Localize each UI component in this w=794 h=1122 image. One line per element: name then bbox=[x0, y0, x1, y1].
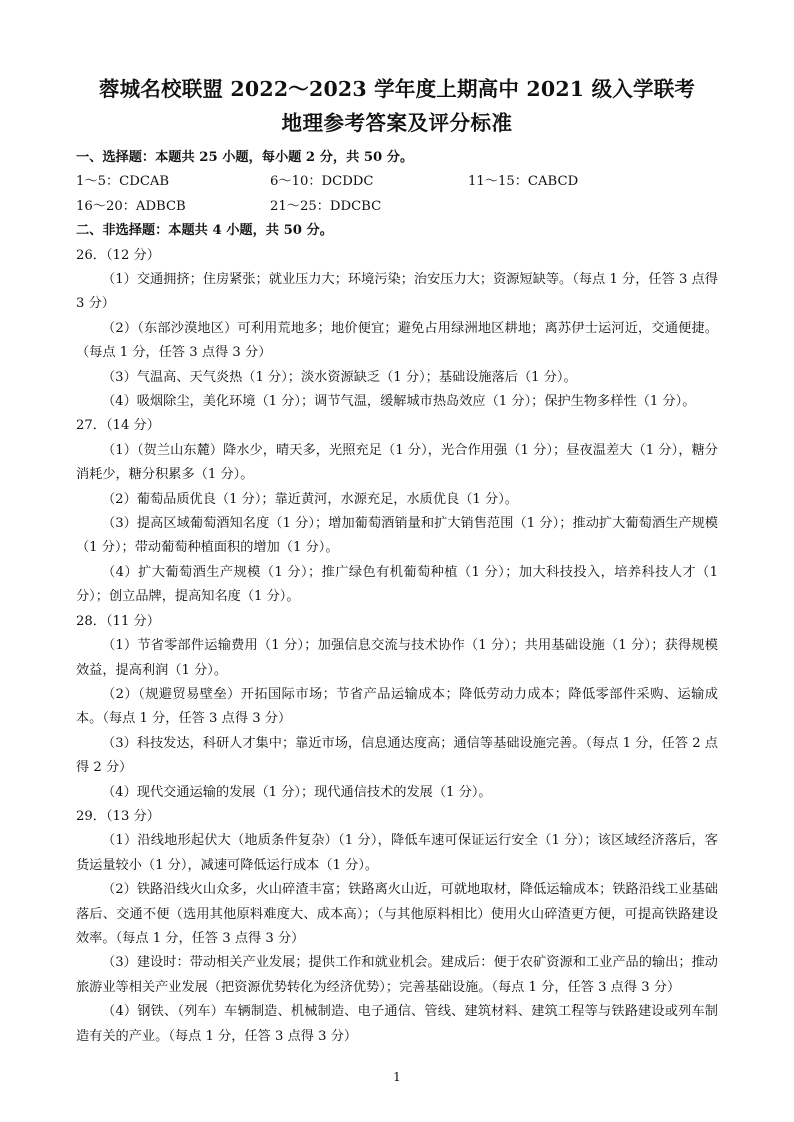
question-27 bbox=[76, 414, 718, 609]
answer-item: （1）交通拥挤；住房紧张；就业压力大；环境污染；治安压力大；资源短缺等。（每点 1 分，任答 3 点得 3 分） bbox=[76, 272, 718, 312]
answer-item: （2）（东部沙漠地区）可利用荒地多；地价便宜；避免占用绿洲地区耕地；离苏伊士运河近，交通便捷。（每点 1 分，任答 3 点得 3 分） bbox=[76, 320, 718, 361]
answer-item: （4）钢铁、（列车）车辆制造、机械制造、电子通信、管线、建筑材料、建筑工程等与铁路建设或列车制造有关的产业。（每点 1 分，任答 3 点得 3 分） bbox=[76, 1004, 718, 1044]
answer-item: （2）（规避贸易壁垒）开拓国际市场；节省产品运输成本；降低劳动力成本；降低零部件采购、运输成本。（每点 1 分，任答 3 点得 3 分） bbox=[76, 686, 718, 727]
question-28 bbox=[76, 610, 718, 805]
question-number: 26．（12 分） bbox=[76, 247, 160, 263]
question-29 bbox=[76, 805, 718, 1049]
choice-answer-group: 11～15：CABCD bbox=[468, 174, 579, 190]
answer-item: （2）葡萄品质优良（1 分）；靠近黄河，水源充足，水质优良（1 分）。 bbox=[102, 491, 518, 507]
answer-item: （3）提高区域葡萄酒知名度（1 分）；增加葡萄酒销量和扩大销售范围（1 分）；推动扩大葡萄酒生产规模（1 分）；带动葡萄种植面积的增加（1 分）。 bbox=[76, 516, 718, 556]
answer-item: （1）节省零部件运输费用（1 分）；加强信息交流与技术协作（1 分）；共用基础设施（1 分）；获得规模效益，提高利润（1 分）。 bbox=[76, 638, 718, 678]
answer-item: （1）沿线地形起伏大（地质条件复杂）（1 分），降低车速可保证运行安全（1 分）；该区域经济落后，客货运量较小（1 分），减速可降低运行成本（1 分）。 bbox=[76, 833, 718, 873]
answer-item: （3）气温高、天气炎热（1 分）；淡水资源缺乏（1 分）；基础设施落后（1 分）。 bbox=[102, 369, 577, 385]
question-number: 29．（13 分） bbox=[76, 808, 160, 824]
answer-item: （4）现代交通运输的发展（1 分）；现代通信技术的发展（1 分）。 bbox=[102, 784, 492, 800]
answer-item: （2）铁路沿线火山众多，火山碎渣丰富；铁路离火山近，可就地取材，降低运输成本；铁路沿线工业基础落后、交通不便（选用其他原料难度大、成本高）；（与其他原料相比）使用火山碎渣更方便，可提高铁路建设效率。（每点 1 分，任答 3 点得 3 分） bbox=[76, 882, 718, 946]
question-number: 27．（14 分） bbox=[76, 418, 160, 434]
question-number: 28．（11 分） bbox=[76, 613, 160, 629]
document-body bbox=[76, 146, 718, 1049]
answer-item: （3）科技发达，科研人才集中；靠近市场，信息通达度高；通信等基础设施完善。（每点 1 分，任答 2 点得 2 分） bbox=[76, 735, 718, 776]
question-26 bbox=[76, 244, 718, 415]
section-heading-nonchoice: 二、非选择题：本题共 4 小题，共 50 分。 bbox=[76, 223, 333, 239]
choice-answer-group: 21～25：DDCBC bbox=[270, 198, 382, 214]
choice-answer-group: 16～20：ADBCB bbox=[76, 198, 186, 214]
document-subtitle: 地理参考答案及评分标准 bbox=[281, 111, 513, 135]
choice-answer-group: 1～5：CDCAB bbox=[76, 174, 170, 190]
document-title: 蓉城名校联盟 2022～2023 学年度上期高中 2021 级入学联考 bbox=[98, 77, 696, 101]
answer-item: （3）建设时：带动相关产业发展；提供工作和就业机会。建成后：便于农矿资源和工业产品的输出；推动旅游业等相关产业发展（把资源优势转化为经济优势）；完善基础设施。（每点 1 分，任答 3 点得 3 分） bbox=[76, 955, 718, 995]
choice-answer-row bbox=[76, 170, 718, 194]
choice-answer-group: 6～10：DCDDC bbox=[270, 174, 374, 190]
answer-item: （4）吸烟除尘，美化环境（1 分）；调节气温，缓解城市热岛效应（1 分）；保护生物多样性（1 分）。 bbox=[102, 394, 696, 410]
answer-item: （4）扩大葡萄酒生产规模（1 分）；推广绿色有机葡萄种植（1 分）；加大科技投入，培养科技人才（1 分）；创立品牌，提高知名度（1 分）。 bbox=[76, 564, 718, 605]
choice-answer-row bbox=[76, 195, 718, 219]
answer-item: （1）（贺兰山东麓）降水少，晴天多，光照充足（1 分），光合作用强（1 分）；昼夜温差大（1 分），糖分消耗少，糖分积累多（1 分）。 bbox=[76, 442, 718, 483]
page-number: 1 bbox=[393, 1070, 401, 1084]
section-heading-choice: 一、选择题：本题共 25 小题，每小题 2 分，共 50 分。 bbox=[76, 150, 414, 165]
